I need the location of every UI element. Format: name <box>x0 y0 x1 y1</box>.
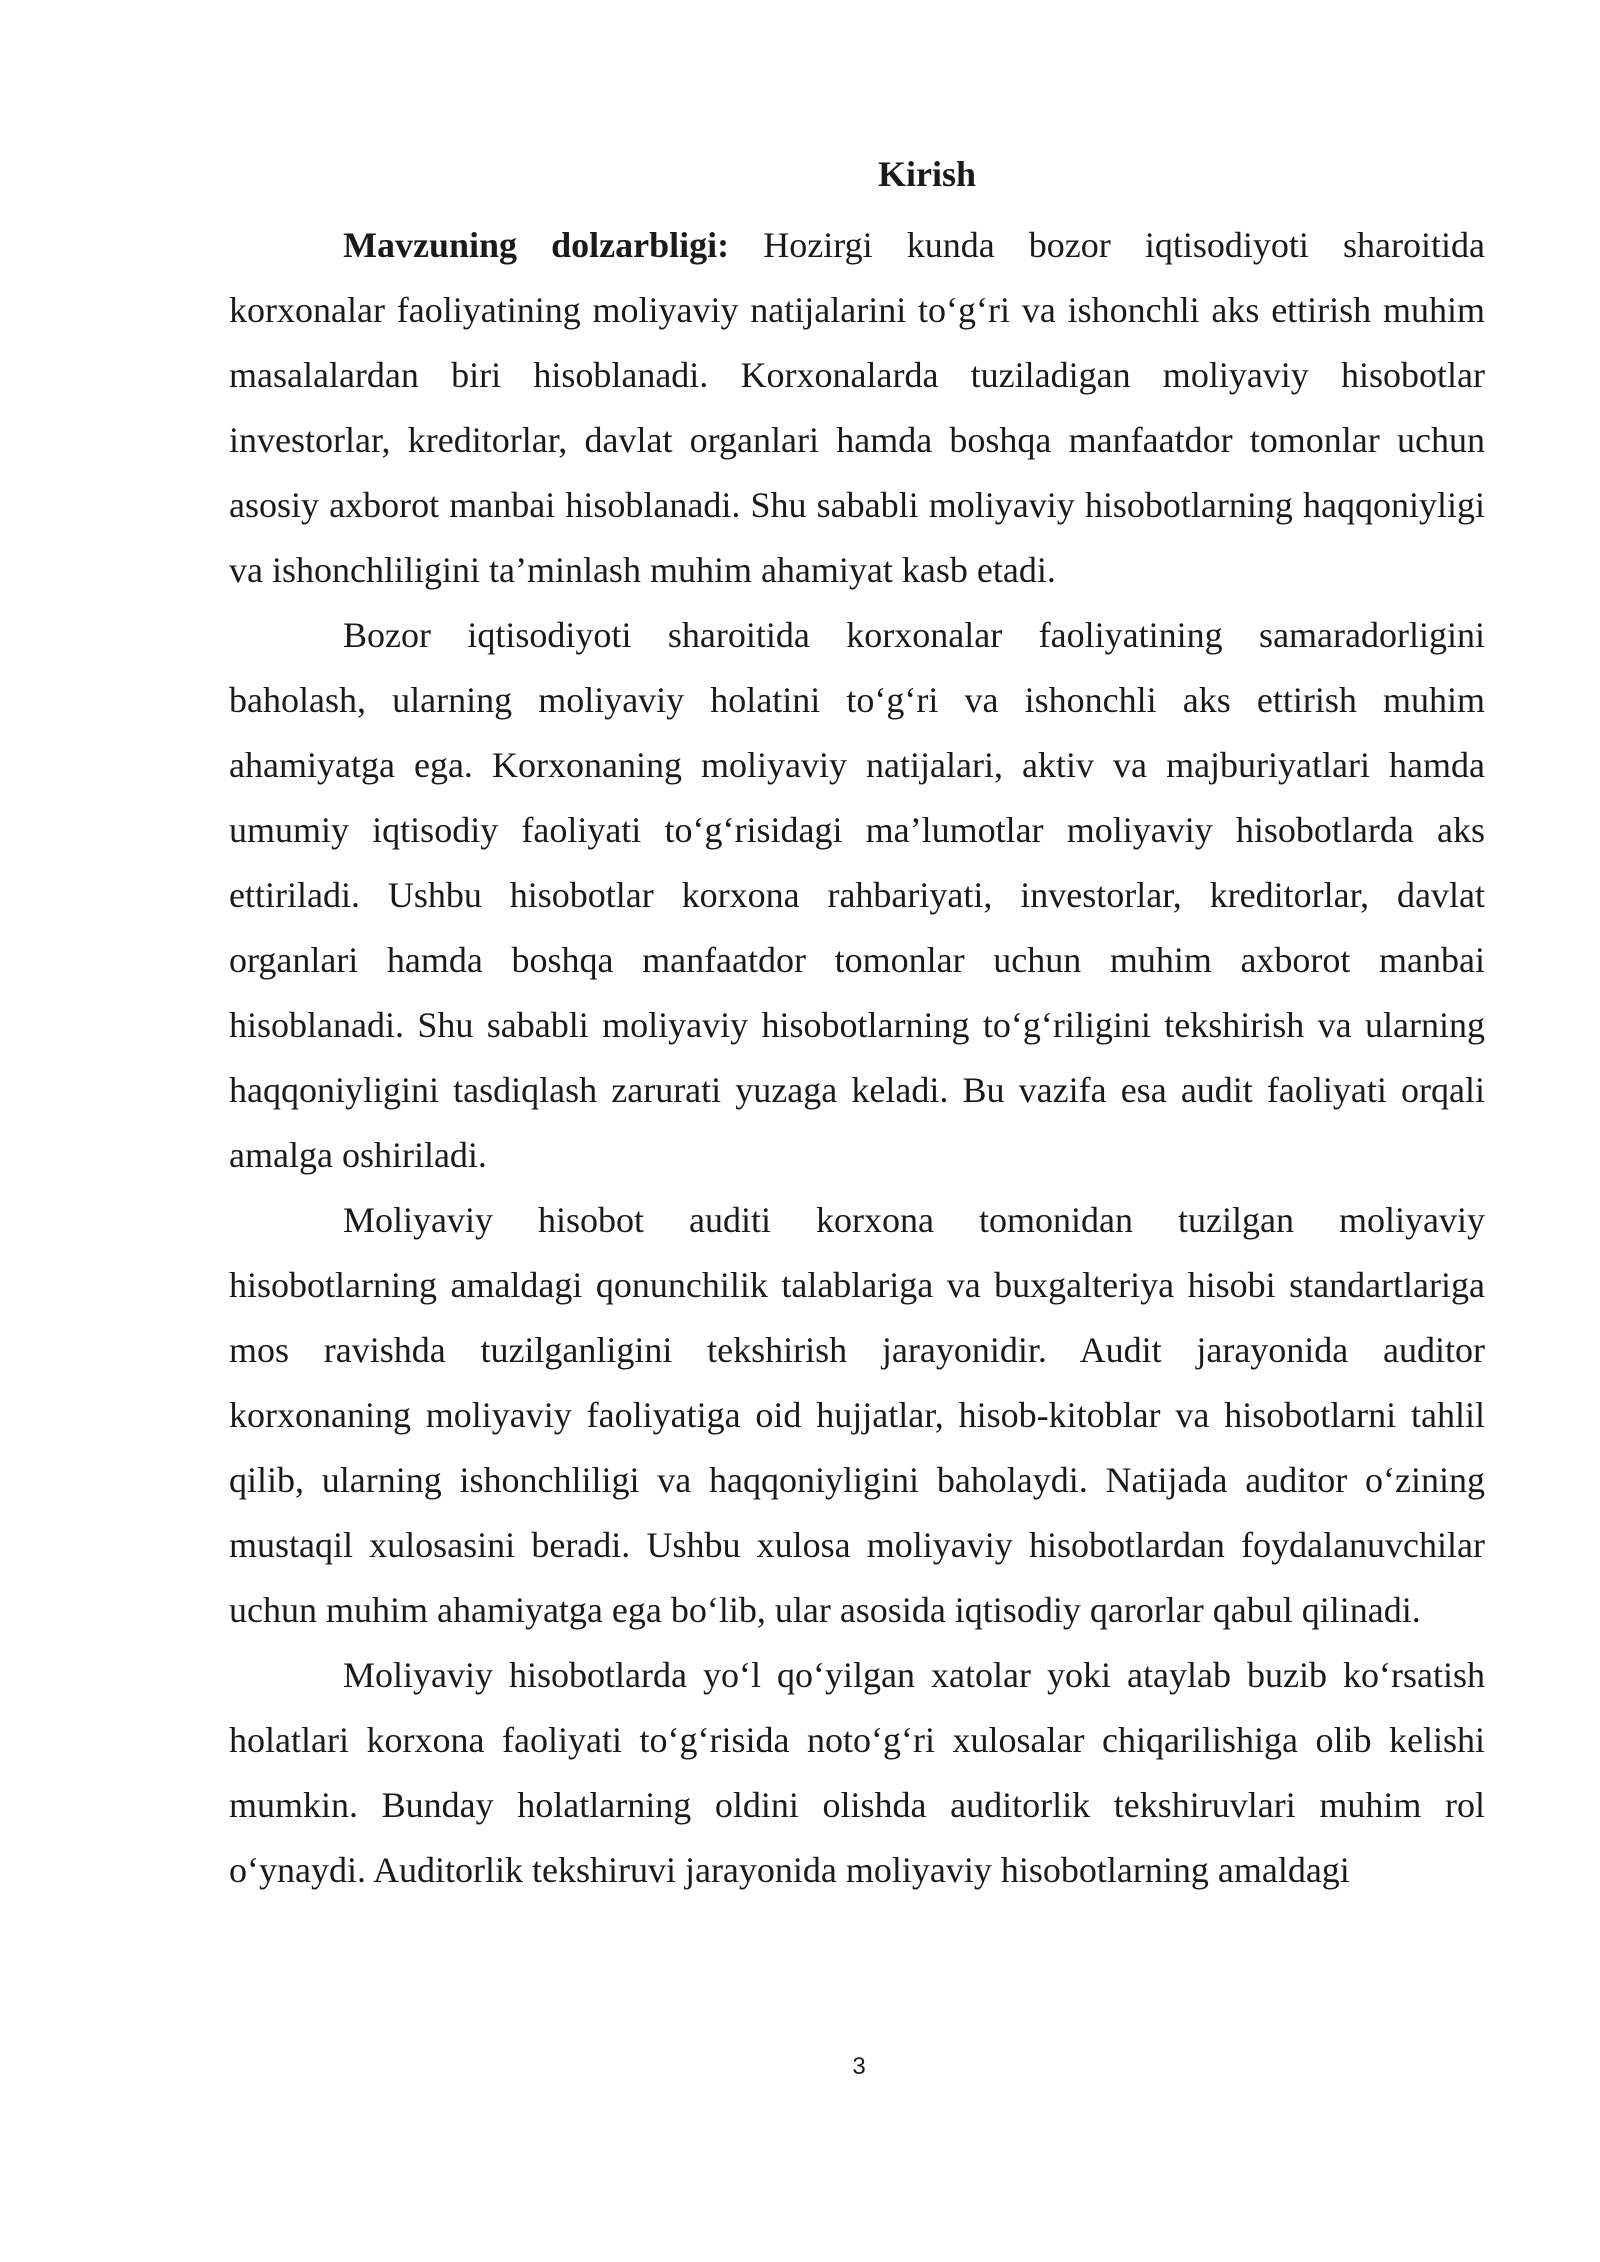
paragraph-1 <box>229 213 1485 603</box>
page-number: 3 <box>852 2053 866 2080</box>
page-title: Kirish <box>877 154 976 194</box>
paragraph-3: Moliyaviy hisobot auditi korxona tomonidan tuzilgan moliyaviy hisobotlarning amaldagi qonunchilik talablariga va buxgalteriya hisobi standartlariga mos ravishda tuzilganligini tekshirish jarayonidir. Audit jarayonida auditor korxonaning moliyaviy faoliyatiga oid hujjatlar, hisob-kitoblar va hisobotlarni tahlil qilib, ularning ishonchliligi va haqqoniyligini baholaydi. Natijada auditor o‘zining mustaqil xulosasini beradi. Ushbu xulosa moliyaviy hisobotlardan foydalanuvchilar uchun muhim ahamiyatga ega bo‘lib, ular asosida iqtisodiy qarorlar qabul qilinadi. <box>229 1200 1485 1630</box>
paragraph-2: Bozor iqtisodiyoti sharoitida korxonalar faoliyatining samaradorligini baholash, ularning moliyaviy holatini to‘g‘ri va ishonchli aks ettirish muhim ahamiyatga ega. Korxonaning moliyaviy natijalari, aktiv va majburiyatlari hamda umumiy iqtisodiy faoliyati to‘g‘risidagi ma’lumotlar moliyaviy hisobotlarda aks ettiriladi. Ushbu hisobotlar korxona rahbariyati, investorlar, kreditorlar, davlat organlari hamda boshqa manfaatdor tomonlar uchun muhim axborot manbai hisoblanadi. Shu sababli moliyaviy hisobotlarning to‘g‘riligini tekshirish va ularning haqqoniyligini tasdiqlash zarurati yuzaga keladi. Bu vazifa esa audit faoliyati orqali amalga oshiriladi. <box>229 615 1485 1175</box>
page-content <box>229 148 1485 1903</box>
paragraph-4: Moliyaviy hisobotlarda yo‘l qo‘yilgan xatolar yoki ataylab buzib ko‘rsatish holatlari korxona faoliyati to‘g‘risida noto‘g‘ri xulosalar chiqarilishiga olib kelishi mumkin. Bunday holatlarning oldini olishda auditorlik tekshiruvlari muhim rol o‘ynaydi. Auditorlik tekshiruvi jarayonida moliyaviy hisobotlarning amaldagi <box>229 1655 1485 1890</box>
paragraph-lead: Mavzuning dolzarbligi: <box>343 225 730 265</box>
paragraph-1-text: Hozirgi kunda bozor iqtisodiyoti sharoitida korxonalar faoliyatining moliyaviy natijalarini to‘g‘ri va ishonchli aks ettirish muhim masalalardan biri hisoblanadi. Korxonalarda tuziladigan moliyaviy hisobotlar investorlar, kreditorlar, davlat organlari hamda boshqa manfaatdor tomonlar uchun asosiy axborot manbai hisoblanadi. Shu sababli moliyaviy hisobotlarning haqqoniyligi va ishonchliligini ta’minlash muhim ahamiyat kasb etadi. <box>229 225 1485 590</box>
